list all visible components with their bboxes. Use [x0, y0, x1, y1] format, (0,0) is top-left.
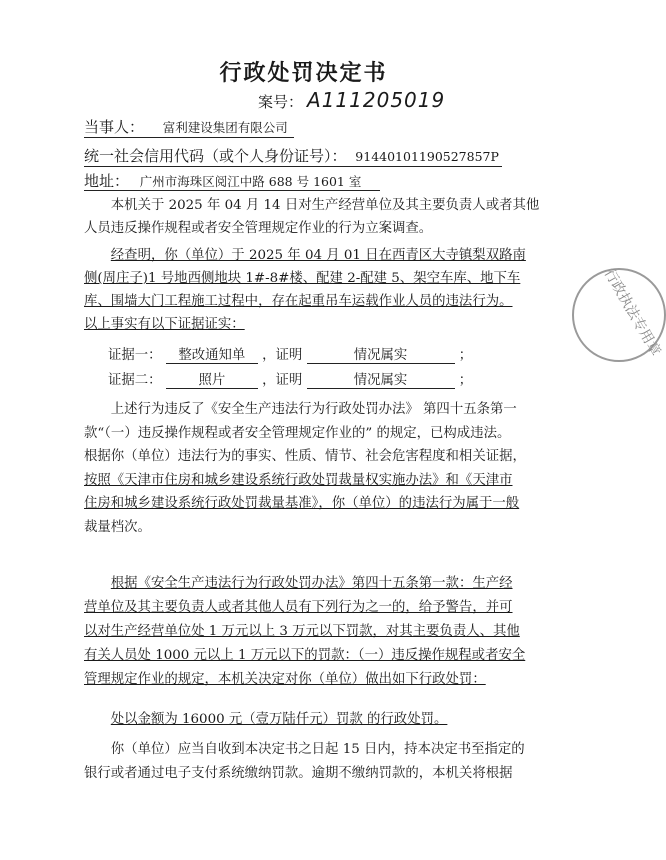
credit-code-value: 91440101190527857P — [355, 149, 499, 164]
legal-basis-paragraph — [84, 572, 546, 692]
intro-line: 人员违反操作规程或者安全管理规定作业的行为立案调查。 — [84, 221, 433, 236]
party-field — [84, 116, 288, 137]
violation-paragraph — [84, 398, 546, 540]
party-label: 当事人： — [84, 118, 145, 136]
basis-line: 有关人员处 1000 元以上 1 万元以下的罚款：（一）违反操作规程或者安全 — [84, 648, 526, 663]
violation-line: 根据你（单位）违法行为的事实、性质、情节、社会危害程度和相关证据， — [84, 449, 526, 465]
seal-text: 行政执法专用章 — [600, 266, 664, 359]
penalty-paragraph — [84, 708, 546, 731]
evidence-name: 照片 — [166, 369, 258, 389]
findings-paragraph — [84, 244, 546, 336]
violation-line: 住房和城乡建设系统行政处罚裁量基准》，你（单位）的违法行为属于一般 — [84, 496, 520, 512]
evidence-end: ； — [458, 373, 473, 388]
evidence-item — [108, 344, 472, 364]
basis-line: 营单位及其主要负责人或者其他人员有下列行为之一的，给予警告，并可 — [84, 600, 513, 615]
finding-line: 经查明，你（单位）于 2025 年 04 月 01 日在西青区大寺镇梨双路南 — [110, 248, 526, 263]
official-seal — [572, 268, 666, 362]
evidence-label: 证据一： — [108, 348, 162, 363]
evidence-fact: 情况属实 — [307, 369, 455, 389]
basis-line: 根据《安全生产违法行为行政处罚办法》第四十五条第一款：生产经 — [110, 576, 513, 591]
case-number-label: 案号： — [258, 93, 304, 111]
case-number-handwritten: A111205019 — [307, 88, 446, 112]
payment-line: 你（单位）应当自收到本决定书之日起 15 日内，持本决定书至指定的 — [110, 742, 525, 757]
case-number — [258, 88, 445, 112]
finding-line: 侧(周庄子)1 号地西侧地块 1#-8#楼、配建 2-配建 5、架空车库、地下车 — [84, 271, 521, 286]
violation-line: 裁量档次。 — [84, 519, 151, 535]
evidence-label: 证据二： — [108, 373, 162, 388]
credit-code-field — [84, 145, 499, 166]
evidence-item — [108, 369, 472, 389]
finding-line: 以上事实有以下证据证实： — [84, 317, 245, 332]
evidence-separator: ，证明 — [262, 373, 303, 388]
payment-paragraph — [84, 738, 546, 786]
basis-line: 管理规定作业的规定，本机关决定对你（单位）做出如下行政处罚： — [84, 672, 486, 687]
address-field — [84, 170, 361, 191]
violation-line: 款“（一）违反操作规程或者安全管理规定作业的” 的规定，已构成违法。 — [84, 425, 511, 441]
address-underline — [84, 190, 380, 191]
intro-paragraph — [84, 194, 546, 240]
basis-line: 以对生产经营单位处 1 万元以上 3 万元以下罚款，对其主要负责人、其他 — [84, 624, 520, 639]
intro-line: 本机关于 2025 年 04 月 14 日对生产经营单位及其主要负责人或者其他 — [110, 198, 540, 213]
evidence-name: 整改通知单 — [166, 344, 258, 364]
address-label: 地址： — [84, 172, 130, 190]
evidence-separator: ，证明 — [262, 348, 303, 363]
address-value: 广州市海珠区阅江中路 688 号 1601 室 — [139, 174, 362, 189]
evidence-fact: 情况属实 — [307, 344, 455, 364]
violation-line: 上述行为违反了《安全生产违法行为行政处罚办法》 第四十五条第一 — [110, 402, 517, 417]
finding-line: 库、围墙大门工程施工过程中，存在起重吊车运载作业人员的违法行为。 — [84, 294, 513, 309]
evidence-end: ； — [458, 348, 473, 363]
payment-line: 银行或者通过电子支付系统缴纳罚款。逾期不缴纳罚款的，本机关将根据 — [84, 766, 513, 781]
party-value: 富利建设集团有限公司 — [162, 120, 288, 135]
violation-line: 按照《天津市住房和城乡建设系统行政处罚裁量权实施办法》和《天津市 — [84, 472, 513, 488]
credit-code-label: 统一社会信用代码（或个人身份证号）： — [84, 147, 347, 165]
penalty-line: 处以金额为 16000 元（壹万陆仟元）罚款 的行政处罚。 — [110, 712, 448, 727]
document-title: 行政处罚决定书 — [219, 60, 388, 86]
credit-code-underline — [84, 166, 502, 167]
party-underline — [84, 137, 294, 138]
